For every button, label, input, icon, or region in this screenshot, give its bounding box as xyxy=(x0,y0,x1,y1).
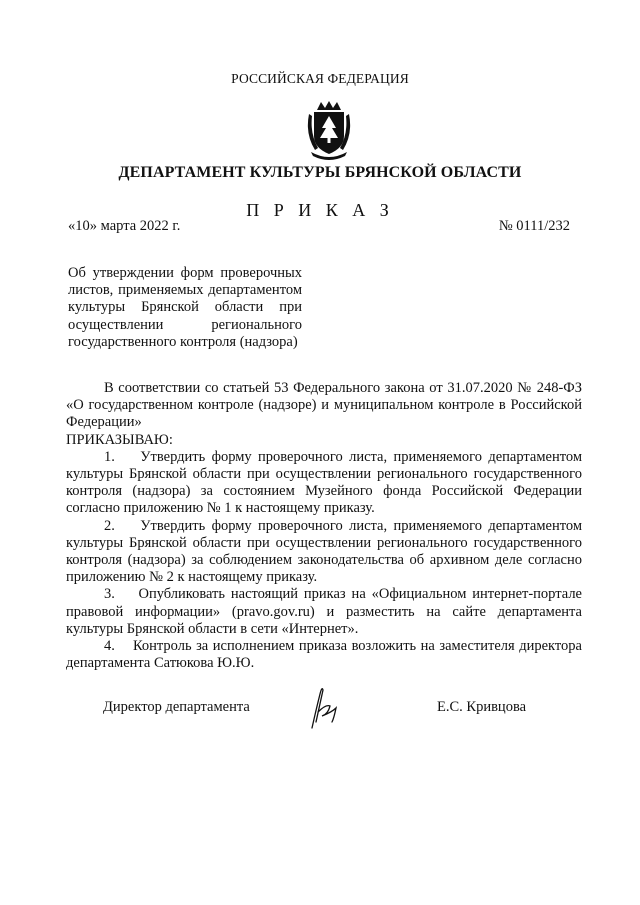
signatory-position: Директор департамента xyxy=(103,699,250,715)
preamble: В соответствии со статьей 53 Федерального закона от 31.07.2020 № 248-ФЗ «О государственном контроле (надзоре) и муниципальном контроле в Российской Федерации» xyxy=(66,380,582,431)
document-type: П Р И К А З xyxy=(246,200,394,220)
department-title: ДЕПАРТАМЕНТ КУЛЬТУРЫ БРЯНСКОЙ ОБЛАСТИ xyxy=(118,164,522,181)
coat-of-arms-emblem xyxy=(303,100,355,162)
order-body xyxy=(66,380,582,672)
signatory-name: Е.С. Кривцова xyxy=(437,699,527,715)
order-item: 2. Утвердить форму проверочного листа, применяемого департаментом культуры Брянской области при осуществлении регионального государственного контроля (надзора) за соблюдением законодательства об архивном деле согласно приложению № 2 к настоящему приказу. xyxy=(66,517,582,586)
order-word: ПРИКАЗЫВАЮ: xyxy=(66,431,173,448)
order-number: № 0111/232 xyxy=(498,218,570,234)
order-item: 3. Опубликовать настоящий приказ на «Официальном интернет-портале правовой информации» (pravo.gov.ru) и разместить на сайте департамента культуры Брянской области в сети «Интернет». xyxy=(66,586,582,637)
order-item: 1. Утвердить форму проверочного листа, применяемого департаментом культуры Брянской области при осуществлении регионального государственного контроля (надзора) за состоянием Музейного фонда Российской Федерации согласно приложению № 1 к настоящему приказу. xyxy=(66,448,582,517)
country-header: РОССИЙСКАЯ ФЕДЕРАЦИЯ xyxy=(231,71,409,86)
order-date: «10» марта 2022 г. xyxy=(68,218,181,234)
order-subject: Об утверждении форм проверочных листов, применяемых департаментом культуры Брянской области при осуществлении регионального государственного контроля (надзора) xyxy=(68,265,302,350)
order-item: 4. Контроль за исполнением приказа возложить на заместителя директора департамента Сатюкова Ю.Ю. xyxy=(66,638,582,672)
handwritten-signature xyxy=(292,682,352,732)
